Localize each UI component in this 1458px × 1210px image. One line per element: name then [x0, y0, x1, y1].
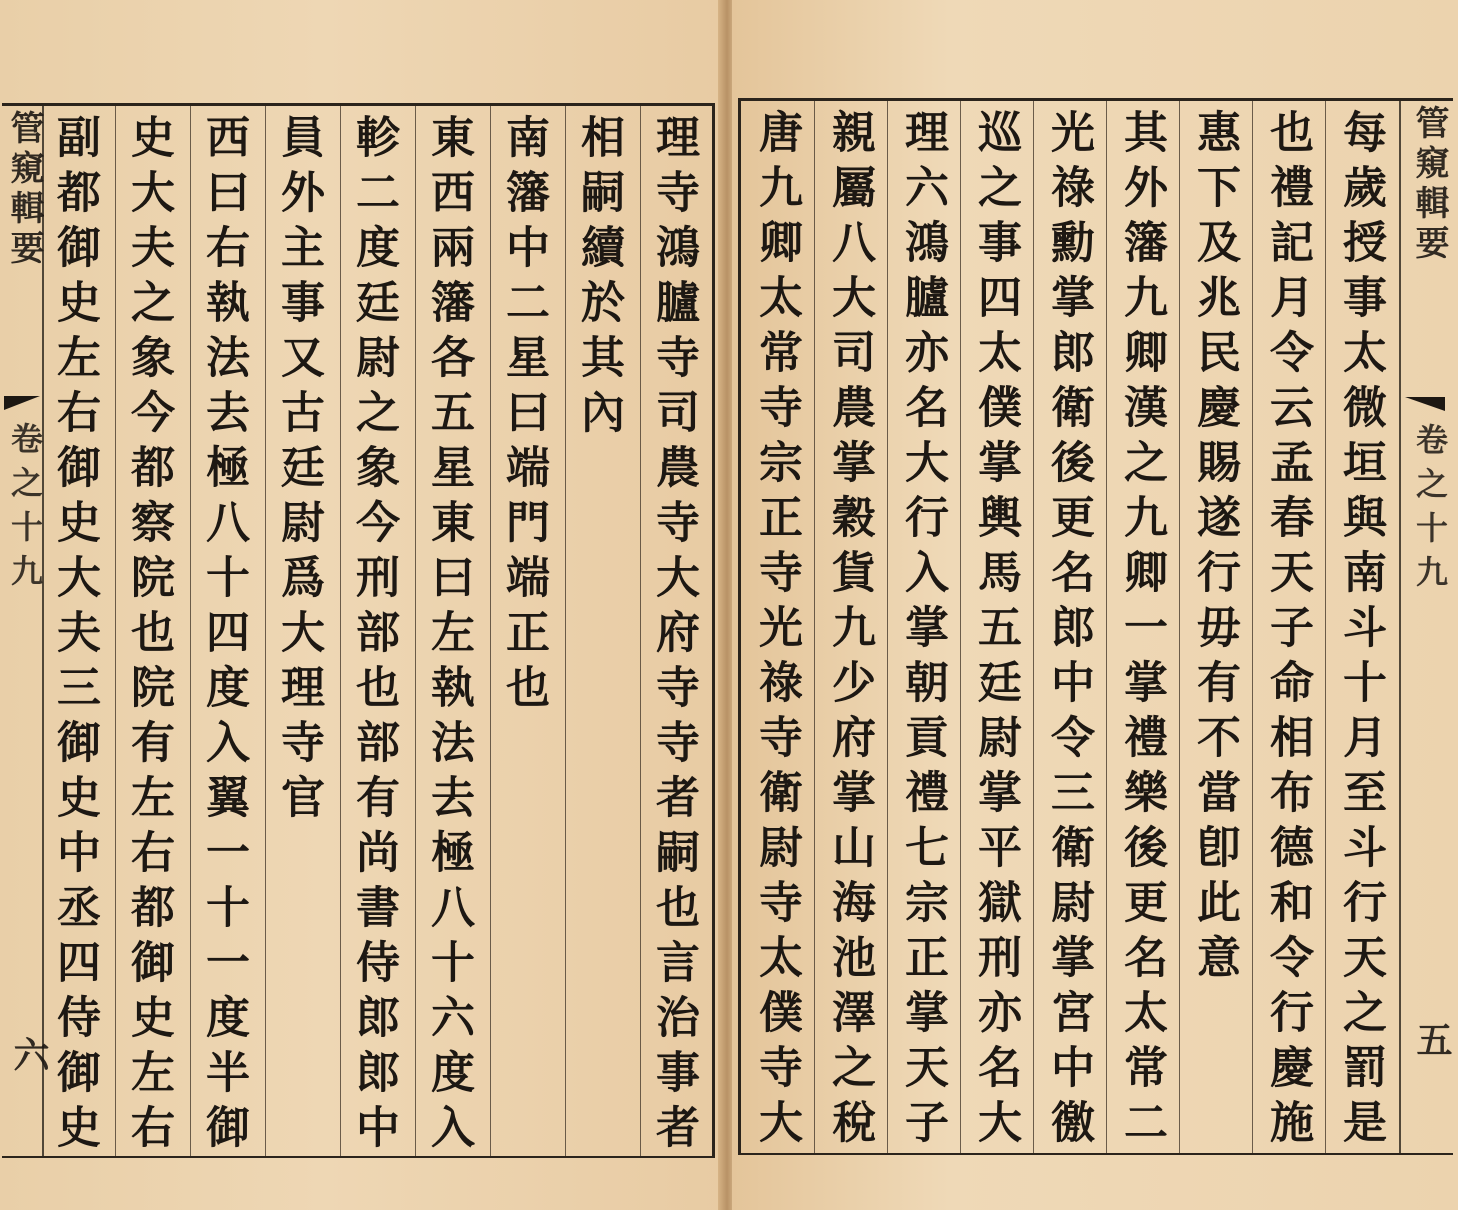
- right-column-6: 巡之事四太僕掌輿馬五廷尉掌平獄刑亦名大: [970, 109, 1021, 1154]
- left-column-7: 西曰右執法去極八十四度入翼一十一度半御: [198, 114, 249, 1159]
- left-margin-title: 管窺輯要: [4, 110, 44, 270]
- left-column-1: 理寺鴻臚寺司農寺大府寺寺者嗣也言治事者: [648, 114, 699, 1159]
- right-column-1: 每歲授事太微垣與南斗十月至斗行天之罰是: [1335, 109, 1386, 1154]
- right-column-2: 也禮記月令云孟春天子命相布德和令行慶施: [1262, 109, 1313, 1154]
- right-fishtail-mark: [1405, 397, 1445, 411]
- right-column-8: 親屬八大司農掌穀貨九少府掌山海池澤之稅: [824, 109, 875, 1154]
- left-page-number: 六: [8, 1036, 50, 1072]
- right-page-frame: [738, 98, 1453, 1155]
- left-column-2: 相嗣續於其內: [573, 114, 624, 444]
- left-page: [0, 0, 722, 1210]
- left-page-frame: [2, 103, 715, 1158]
- left-column-6: 員外主事又古廷尉爲大理寺官: [273, 114, 324, 829]
- left-column-8: 史大夫之象今都察院也院有左右都御史左右: [123, 114, 174, 1159]
- right-column-3: 惠下及兆民慶賜遂行毋有不當卽此意: [1189, 109, 1240, 989]
- right-column-7: 理六鴻臚亦名大行入掌朝貢禮七宗正掌天子: [897, 109, 948, 1154]
- left-margin-volume: 卷之十九: [6, 422, 44, 598]
- left-column-4: 東西兩籓各五星東曰左執法去極八十六度入: [423, 114, 474, 1159]
- right-margin-title: 管窺輯要: [1409, 105, 1449, 265]
- right-column-4: 其外籓九卿漢之九卿一掌禮樂後更名太常二: [1116, 109, 1167, 1154]
- right-page: [732, 0, 1458, 1210]
- right-page-number: 五: [1411, 1021, 1453, 1057]
- left-column-5: 軫二度廷尉之象今刑部也部有尚書侍郎郎中: [348, 114, 399, 1159]
- left-column-3: 南籓中二星曰端門端正也: [498, 114, 549, 719]
- left-column-9: 副都御史左右御史大夫三御史中丞四侍御史: [49, 114, 100, 1159]
- right-column-5: 光祿勳掌郎衛後更名郎中令三衛尉掌宮中徼: [1043, 109, 1094, 1154]
- right-margin-volume: 卷之十九: [1411, 423, 1449, 599]
- right-column-9: 唐九卿太常寺宗正寺光祿寺衛尉寺太僕寺大: [751, 109, 802, 1154]
- left-fishtail-mark: [4, 396, 40, 410]
